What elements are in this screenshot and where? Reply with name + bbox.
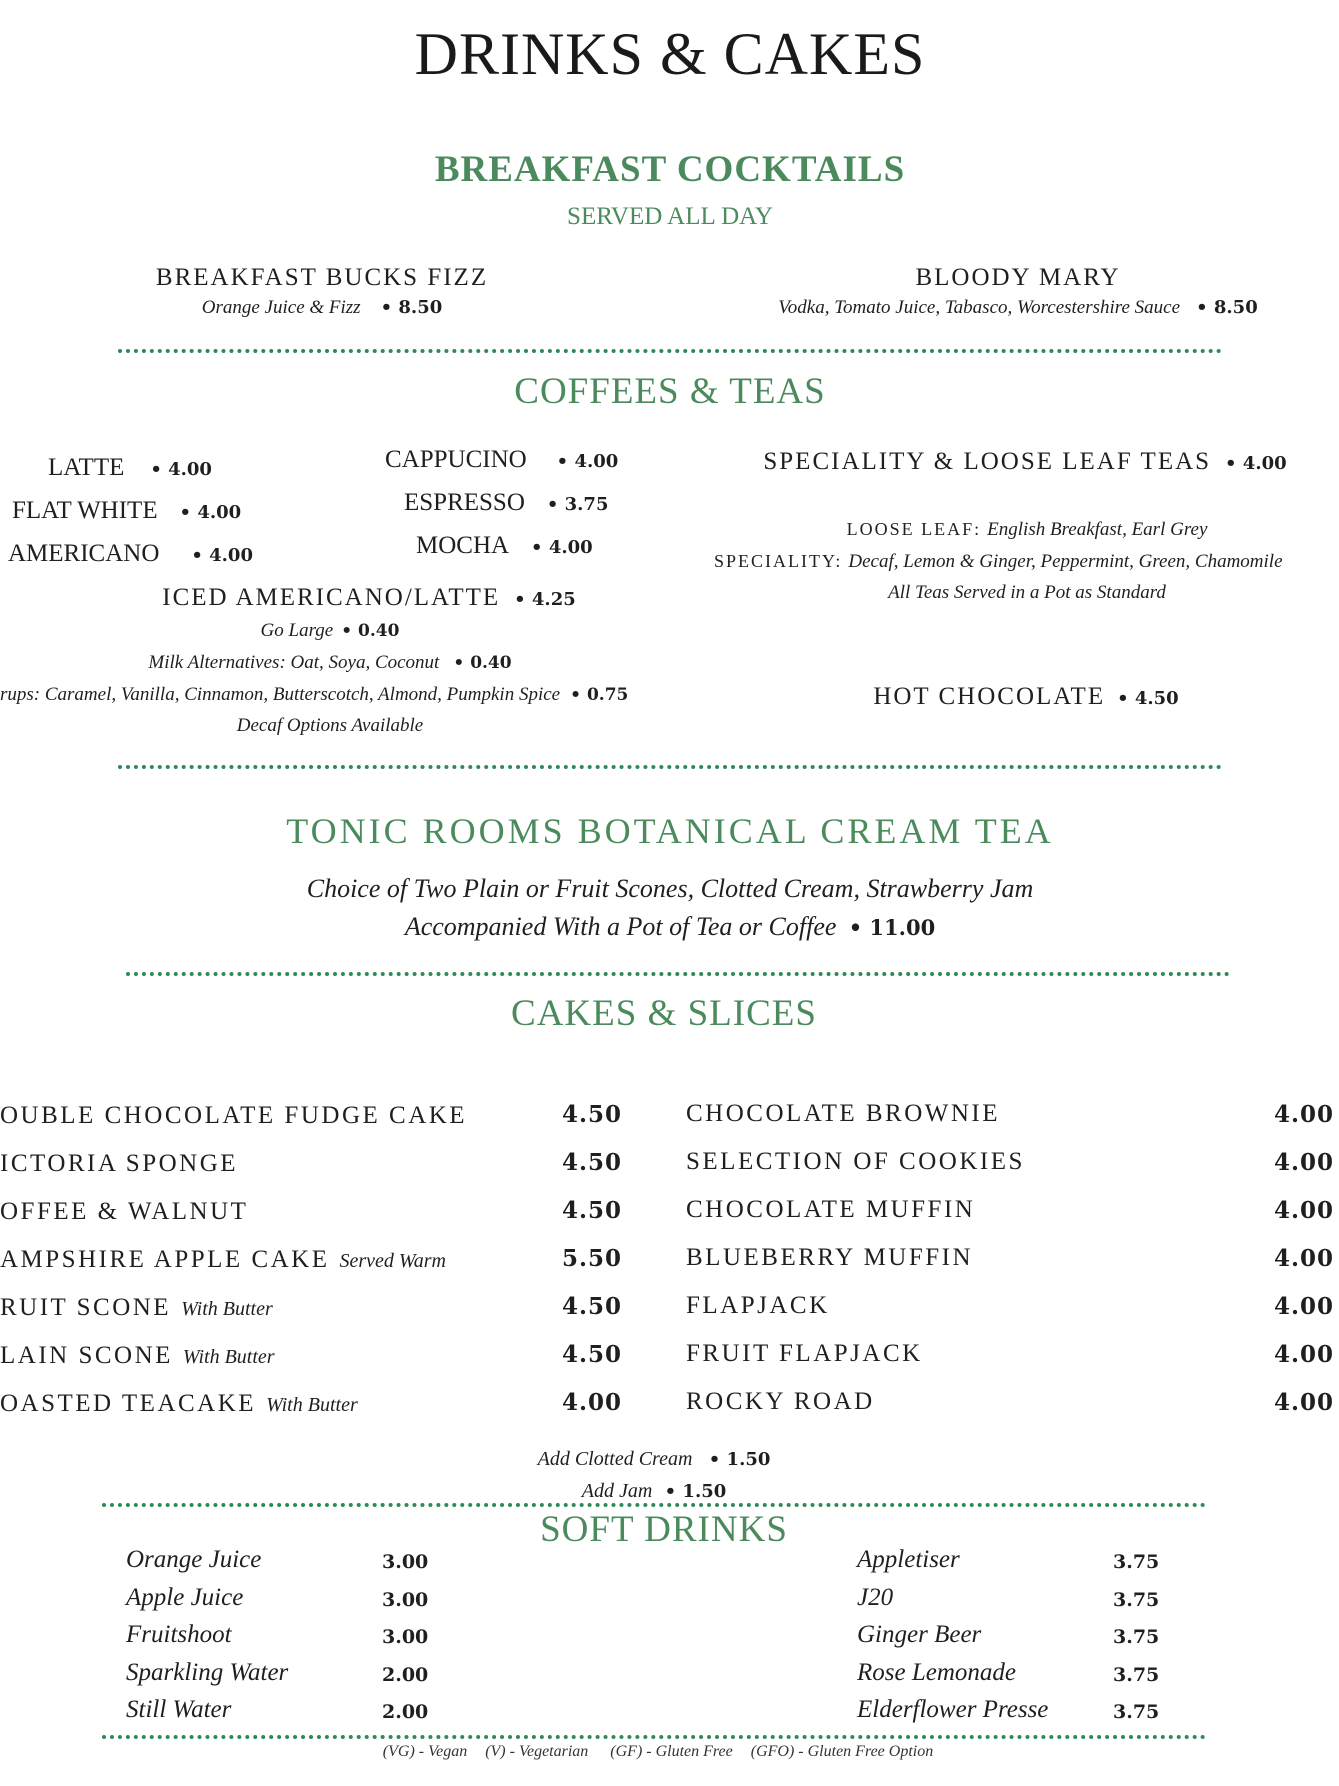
cake-item xyxy=(0,1196,248,1226)
cake-price: 4.00 xyxy=(1274,1341,1335,1368)
drink-price: 3.00 xyxy=(382,1551,429,1573)
cake-note: With Butter xyxy=(181,1298,273,1320)
cake-name: CHOCOLATE MUFFIN xyxy=(686,1196,976,1223)
cake-note: With Butter xyxy=(182,1346,275,1368)
hot-chocolate-price: • 4.50 xyxy=(1117,688,1179,709)
loose-leaf-label: LOOSE LEAF: xyxy=(846,519,982,539)
coffee-item xyxy=(416,530,593,560)
coffee-item xyxy=(48,452,212,482)
cake-price: 4.00 xyxy=(1274,1389,1335,1416)
cake-item xyxy=(0,1244,446,1274)
decaf-note: Decaf Options Available xyxy=(236,715,424,736)
cake-price: 4.50 xyxy=(562,1149,623,1176)
iced-price: • 4.25 xyxy=(514,589,576,610)
cake-name: SELECTION OF COOKIES xyxy=(686,1148,1025,1175)
drink-name: Apple Juice xyxy=(126,1583,244,1611)
cake-name: AMPSHIRE APPLE CAKE xyxy=(0,1246,330,1273)
drink-price: 3.75 xyxy=(1113,1551,1160,1573)
coffee-name: FLAT WHITE xyxy=(12,497,158,524)
drink-price: 3.75 xyxy=(1113,1663,1160,1686)
cake-note: Served Warm xyxy=(339,1250,446,1272)
pot-note: All Teas Served in a Pot as Standard xyxy=(888,582,1166,603)
cake-price: 4.50 xyxy=(562,1101,623,1128)
drink-price: 3.75 xyxy=(1113,1701,1160,1723)
loose-leaf-line xyxy=(847,518,1208,541)
cream-tea-line2 xyxy=(405,912,935,942)
cake-price: 4.50 xyxy=(562,1293,623,1320)
cake-name: RUIT SCONE xyxy=(0,1294,172,1321)
coffee-extra xyxy=(148,651,511,674)
coffee-extra xyxy=(261,619,400,642)
cake-price: 4.00 xyxy=(1274,1245,1335,1272)
legend-vegetarian: (V) - Vegetarian xyxy=(485,1743,589,1760)
coffee-price: • 4.00 xyxy=(557,451,619,472)
legend-vegan: (VG) - Vegan xyxy=(382,1743,468,1760)
speciality-line xyxy=(714,550,1283,573)
extra-label: rups: Caramel, Vanilla, Cinnamon, Butterscotch, Almond, Pumpkin Spice xyxy=(0,684,561,705)
cake-item xyxy=(0,1148,238,1178)
drink-name: Orange Juice xyxy=(126,1546,262,1573)
cake-name: ROCKY ROAD xyxy=(686,1388,875,1415)
drink-name: Sparkling Water xyxy=(126,1658,289,1686)
drink-price: 2.00 xyxy=(382,1701,429,1723)
cocktails-subheading: SERVED ALL DAY xyxy=(567,203,773,230)
iced-name: ICED AMERICANO/LATTE xyxy=(162,584,501,611)
legend-gluten-free: (GF) - Gluten Free xyxy=(610,1743,733,1760)
coffee-item xyxy=(404,487,608,517)
cocktail-price: • 8.50 xyxy=(381,297,443,318)
cream-tea-line1: Choice of Two Plain or Fruit Scones, Clotted Cream, Strawberry Jam xyxy=(306,874,1034,903)
cream-tea-price: • 11.00 xyxy=(849,915,936,940)
speciality-label: SPECIALITY: xyxy=(714,551,843,571)
extra-price: • 0.40 xyxy=(341,621,399,641)
cake-item xyxy=(0,1100,467,1130)
cocktails-heading: BREAKFAST COCKTAILS xyxy=(434,149,906,190)
divider xyxy=(102,1503,1206,1507)
cream-tea-heading: TONIC ROOMS BOTANICAL CREAM TEA xyxy=(286,811,1054,851)
extra-price: • 0.40 xyxy=(453,653,511,673)
coffee-item xyxy=(8,538,253,568)
extra-price: • 0.75 xyxy=(570,685,628,705)
coffees-heading: COFFEES & TEAS xyxy=(514,371,826,412)
cake-name: ICTORIA SPONGE xyxy=(0,1150,239,1177)
coffee-price: • 3.75 xyxy=(547,494,609,515)
coffee-item xyxy=(385,444,618,474)
addon-row xyxy=(582,1478,727,1503)
legend-gluten-free-option: (GFO) - Gluten Free Option xyxy=(750,1743,934,1760)
coffee-name: AMERICANO xyxy=(8,540,160,567)
cocktail-name: BLOODY MARY xyxy=(915,264,1121,291)
drink-price: 2.00 xyxy=(382,1663,429,1686)
cake-price: 4.00 xyxy=(1274,1293,1335,1320)
page-title: DRINKS & CAKES xyxy=(414,21,926,87)
cake-price: 4.50 xyxy=(562,1341,623,1368)
coffee-name: LATTE xyxy=(48,454,125,481)
coffee-extra xyxy=(0,683,628,706)
cream-tea-line2-text: Accompanied With a Pot of Tea or Coffee xyxy=(404,912,837,941)
addon-row xyxy=(538,1446,771,1471)
drink-price: 3.00 xyxy=(382,1588,429,1611)
cake-price: 4.00 xyxy=(1274,1197,1335,1224)
drink-name: Appletiser xyxy=(857,1546,960,1573)
cake-name: BLUEBERRY MUFFIN xyxy=(686,1244,974,1271)
drink-price: 3.00 xyxy=(382,1626,429,1648)
cocktail-name: BREAKFAST BUCKS FIZZ xyxy=(155,264,489,291)
cocktail-desc: Vodka, Tomato Juice, Tabasco, Worcestershire Sauce xyxy=(778,297,1181,318)
teas-name: SPECIALITY & LOOSE LEAF TEAS xyxy=(763,448,1212,475)
cake-name: FRUIT FLAPJACK xyxy=(686,1340,923,1367)
cocktail-desc-row xyxy=(202,296,443,319)
cake-price: 5.50 xyxy=(562,1245,623,1272)
coffee-name: ESPRESSO xyxy=(404,489,525,516)
coffee-item xyxy=(12,495,241,525)
loose-leaf-text: English Breakfast, Earl Grey xyxy=(987,519,1208,540)
cakes-heading: CAKES & SLICES xyxy=(511,993,817,1034)
cake-note: With Butter xyxy=(266,1394,358,1416)
cake-price: 4.00 xyxy=(1274,1101,1335,1128)
speciality-text: Decaf, Lemon & Ginger, Peppermint, Green, Chamomile xyxy=(848,551,1283,572)
cake-price: 4.00 xyxy=(562,1389,623,1416)
cake-item xyxy=(0,1292,273,1322)
teas-item xyxy=(763,446,1286,476)
drink-price: 3.75 xyxy=(1113,1626,1160,1648)
divider xyxy=(118,765,1222,769)
drink-name: Still Water xyxy=(126,1696,232,1723)
extra-label: Go Large xyxy=(260,620,334,641)
coffee-price: • 4.00 xyxy=(180,502,242,523)
cake-item xyxy=(0,1388,358,1418)
drink-price: 3.75 xyxy=(1113,1588,1160,1611)
coffee-price: • 4.00 xyxy=(531,537,593,558)
hot-chocolate-item xyxy=(873,681,1178,711)
addon-label: Add Jam xyxy=(581,1480,653,1502)
coffee-name: CAPPUCINO xyxy=(385,446,527,473)
drink-name: J20 xyxy=(857,1583,894,1611)
drink-name: Fruitshoot xyxy=(126,1621,232,1648)
cake-price: 4.00 xyxy=(1274,1149,1335,1176)
addon-price: • 1.50 xyxy=(665,1481,727,1502)
addon-price: • 1.50 xyxy=(709,1449,771,1470)
cake-name: FLAPJACK xyxy=(686,1292,830,1319)
extra-label: Milk Alternatives: Oat, Soya, Coconut xyxy=(148,652,440,673)
teas-price: • 4.00 xyxy=(1225,453,1287,474)
drink-name: Elderflower Presse xyxy=(857,1696,1049,1723)
cake-price: 4.50 xyxy=(562,1197,623,1224)
drink-name: Rose Lemonade xyxy=(857,1658,1016,1686)
coffee-name: MOCHA xyxy=(416,532,510,559)
coffee-price: • 4.00 xyxy=(150,459,212,480)
divider xyxy=(118,349,1222,353)
cocktail-price: • 8.50 xyxy=(1196,297,1258,318)
divider xyxy=(102,1735,1206,1739)
cake-name: OUBLE CHOCOLATE FUDGE CAKE xyxy=(0,1102,468,1129)
cocktail-desc: Orange Juice & Fizz xyxy=(201,297,361,318)
drink-name: Ginger Beer xyxy=(857,1621,982,1648)
soft-drinks-heading: SOFT DRINKS xyxy=(540,1509,788,1550)
cake-name: CHOCOLATE BROWNIE xyxy=(686,1100,1001,1127)
cake-name: OASTED TEACAKE xyxy=(0,1390,257,1417)
addon-label: Add Clotted Cream xyxy=(537,1448,693,1470)
cake-name: OFFEE & WALNUT xyxy=(0,1198,249,1225)
cocktail-desc-row xyxy=(778,296,1257,319)
hot-chocolate-name: HOT CHOCOLATE xyxy=(873,683,1106,710)
coffee-price: • 4.00 xyxy=(191,545,253,566)
cake-name: LAIN SCONE xyxy=(0,1342,173,1369)
dietary-legend xyxy=(383,1743,933,1761)
divider xyxy=(126,972,1230,976)
cake-item xyxy=(0,1340,275,1370)
iced-item xyxy=(162,582,575,612)
